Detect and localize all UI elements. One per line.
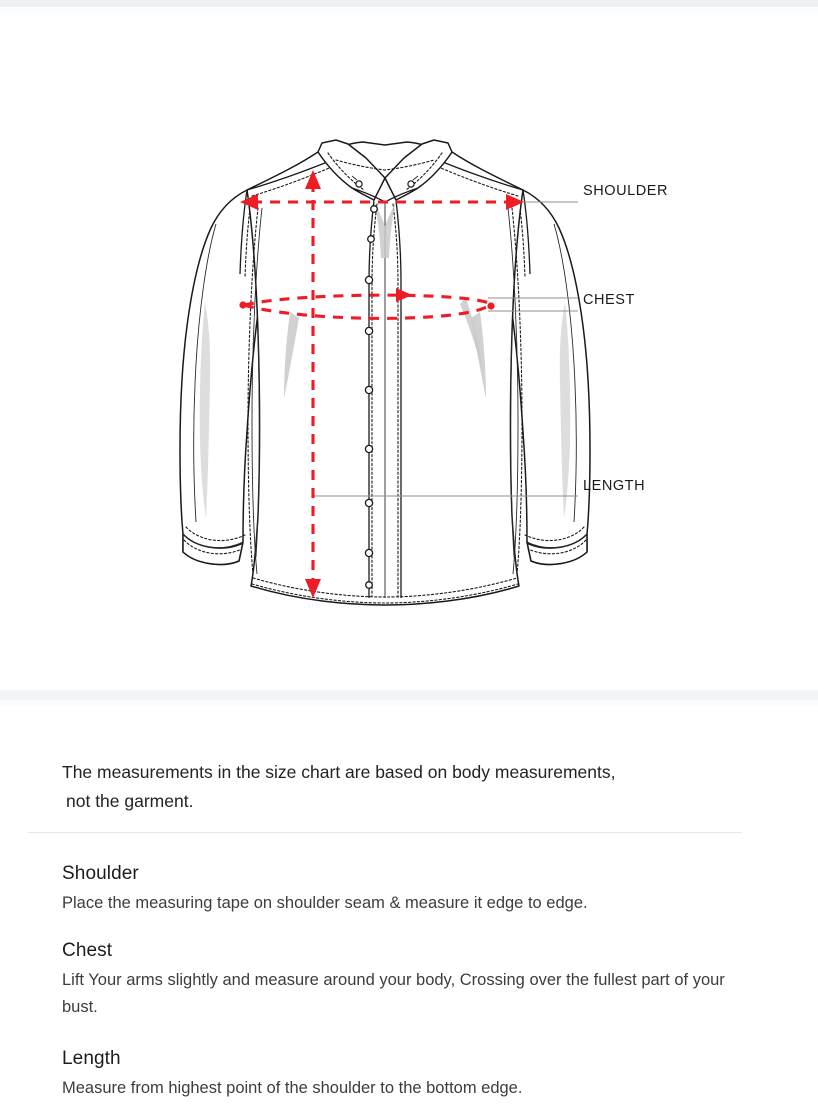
note-heading-chest: Chest xyxy=(62,940,113,961)
callout-label-shoulder: SHOULDER xyxy=(583,183,668,199)
note-block-chest xyxy=(62,938,762,1021)
intro-divider-rule xyxy=(28,832,742,833)
shirt-diagram-section xyxy=(0,12,818,695)
section-divider-band xyxy=(0,690,818,700)
note-block-shoulder xyxy=(62,861,762,917)
note-text-length: Measure from highest point of the shoulder to the bottom edge. xyxy=(62,1079,523,1097)
intro-note xyxy=(62,758,762,816)
note-block-length xyxy=(62,1046,762,1102)
measurement-notes-section xyxy=(0,706,818,1106)
top-divider-band xyxy=(0,0,818,7)
shirt-technical-drawing xyxy=(0,12,818,695)
intro-line-1: The measurements in the size chart are based on body measurements, xyxy=(62,762,616,782)
chest-anchor-right xyxy=(487,302,494,309)
callout-label-length: LENGTH xyxy=(583,478,646,494)
note-text-chest: Lift Your arms slightly and measure around your body, Crossing over the fullest part of your bust. xyxy=(62,971,725,1016)
chest-anchor-left xyxy=(239,301,246,308)
intro-line-2: not the garment. xyxy=(66,791,194,811)
note-heading-length: Length xyxy=(62,1048,121,1069)
note-text-shoulder: Place the measuring tape on shoulder seam & measure it edge to edge. xyxy=(62,894,588,912)
note-heading-shoulder: Shoulder xyxy=(62,863,139,884)
callout-label-chest: CHEST xyxy=(583,292,635,308)
